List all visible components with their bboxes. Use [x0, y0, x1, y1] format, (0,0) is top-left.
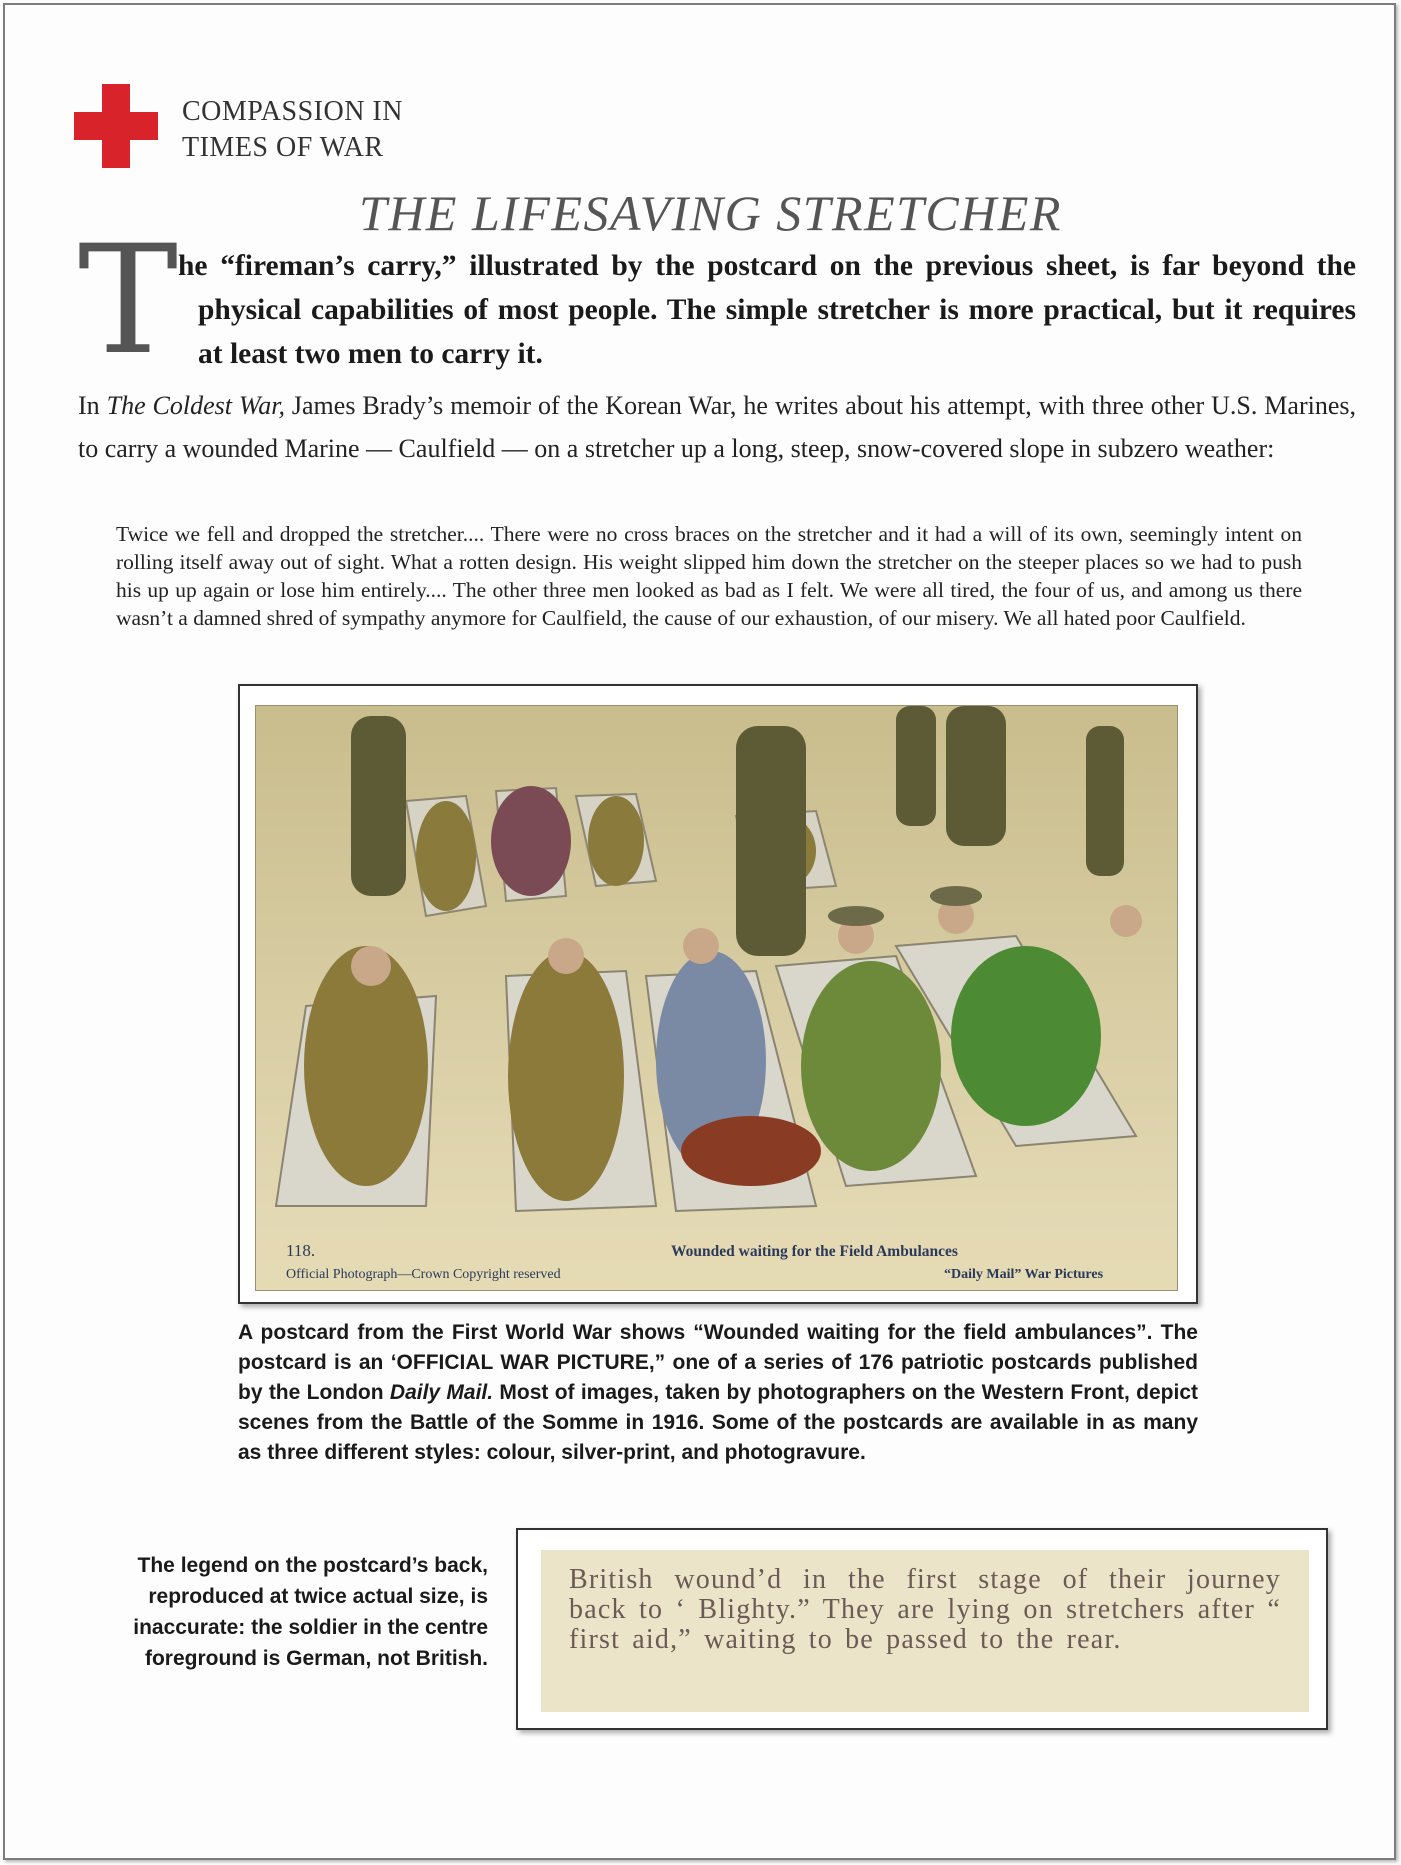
- publication-name: Daily Mail.: [389, 1381, 494, 1404]
- brand-line-2: TIMES OF WAR: [182, 132, 384, 163]
- postcard-credit: Official Photograph—Crown Copyright reserved: [286, 1267, 561, 1282]
- postcard-image: [255, 705, 1178, 1291]
- postcard-back-legend: British wound’d in the first stage of their journey back to ‘ Blighty.” They are lying on stretchers after “ first aid,” waiting to be passed to the rear.: [541, 1550, 1309, 1712]
- caption-part-1: A postcard from the First World War shows “Wounded waiting for the field ambulances”. The postcard is an ‘OFFICIAL WAR PICTURE,” one of a series of 176 patriotic postcards published by the London: [238, 1321, 1198, 1404]
- para-lead: In: [78, 391, 107, 420]
- postcard-photo: [256, 706, 1178, 1291]
- postcard-description: [238, 1318, 1198, 1468]
- intro-paragraph: [178, 244, 1356, 376]
- brand-line-1: COMPASSION IN: [182, 96, 403, 127]
- book-title: The Coldest War,: [106, 391, 285, 420]
- block-quote: Twice we fell and dropped the stretcher.... There were no cross braces on the stretcher and it had a will of its own, seemingly intent on rolling itself away out of sight. What a rotten design. His weight slipped him down the stretcher on the steeper places so we had to push his up up again or lose him entirely.... The other three men looked as bad as I felt. We were all tired, the four of us, and among us there wasn’t a damned shred of sympathy anymore for Caulfield, the cause of our exhaustion, of our misery. We all hated poor Caulfield.: [116, 522, 1302, 630]
- para-text: James Brady’s memoir of the Korean War, he writes about his attempt, with three other U.S. Marines, to carry a wounded Marine — Caulfield — on a stretcher up a long, steep, snow-covered slope in subzero weather:: [78, 391, 1356, 463]
- postcard-number: 118.: [286, 1241, 316, 1260]
- postcard-series: “Daily Mail” War Pictures: [944, 1267, 1104, 1282]
- drop-cap: T: [78, 214, 179, 388]
- caption-part-2: Most of images, taken by photographers on the Western Front, depict scenes from the Battle of the Somme in 1916. Some of the postcards are available in as many as three different styles: colour, silver-print, and photogravure.: [238, 1381, 1199, 1464]
- page-title: THE LIFESAVING STRETCHER: [359, 185, 1062, 241]
- legend-note: The legend on the postcard’s back, reproduced at twice actual size, is inaccurate: the soldier in the centre foreground is German, not British.: [133, 1554, 488, 1670]
- red-cross-icon: [74, 84, 158, 168]
- brand-title: [182, 94, 403, 166]
- intro-text: he “fireman’s carry,” illustrated by the postcard on the previous sheet, is far beyond the physical capabilities of most people. The simple stretcher is more practical, but it requires at least two men to carry it.: [178, 250, 1356, 370]
- postcard-caption: Wounded waiting for the Field Ambulances: [671, 1243, 958, 1260]
- body-paragraph: [78, 384, 1356, 470]
